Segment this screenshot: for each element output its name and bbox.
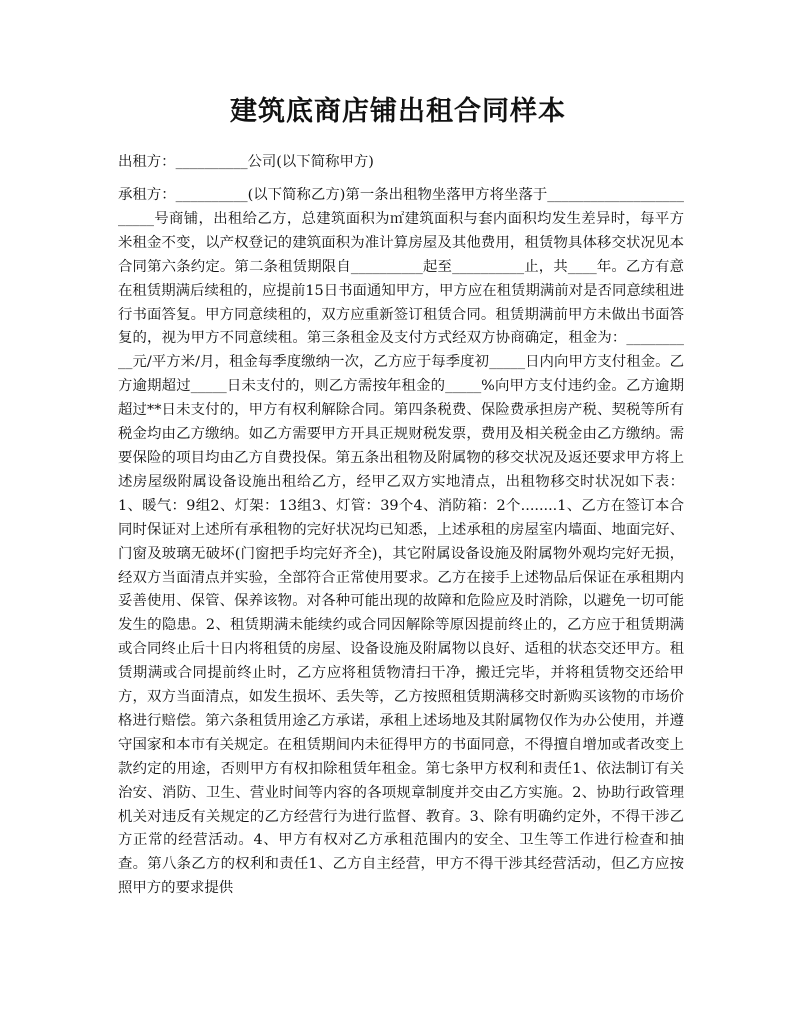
document-title: 建筑底商店铺出租合同样本 [230, 96, 566, 127]
contract-body-text: 承租方：__________(以下简称乙方)第一条出租物坐落甲方将坐落于________________________号商铺，出租给乙方，总建筑面积为㎡建筑面积与套内面积均发生差异时，每平方米租金不变，以产权登记的建筑面积为准计算房屋及其他费用，租赁物具体移交状况见本合同第六条约定。第二条租赁期限自__________起至__________止，共____年。乙方有意在租赁期满后续租的，应提前15日书面通知甲方，甲方应在租赁期满前对是否同意续租进行书面答复。甲方同意续租的，双方应重新签订租赁合同。租赁期满前甲方未做出书面答复的，视为甲方不同意续租。第三条租金及支付方式经双方协商确定，租金为：__________元/平方米/月，租金每季度缴纳一次，乙方应于每季度初_____日内向甲方支付租金。乙方逾期超过_____日未支付的，则乙方需按年租金的_____%向甲方支付违约金。乙方逾期超过**日未支付的，甲方有权利解除合同。第四条税费、保险费承担房产税、契税等所有税金均由乙方缴纳。如乙方需要甲方开具正规财税发票，费用及相关税金由乙方缴纳。需要保险的项目均由乙方自费投保。第五条出租物及附属物的移交状况及返还要求甲方将上述房屋级附属设备设施出租给乙方，经甲乙双方实地清点，出租物移交时状况如下表：1、暖气：9组2、灯架：13组3、灯管：39个4、消防箱：2个........1、乙方在签订本合同时保证对上述所有承租物的完好状况均已知悉，上述承租的房屋室内墙面、地面完好、门窗及玻璃无破坏(门窗把手均完好齐全)，其它附属设备设施及附属物外观均完好无损，经双方当面清点并实验，全部符合正常使用要求。乙方在接手上述物品后保证在承租期内妥善使用、保管、保养该物。对各种可能出现的故障和危险应及时消除，以避免一切可能发生的隐患。2、租赁期满未能续约或合同因解除等原因提前终止的，乙方应于租赁期满或合同终止后十日内将租赁的房屋、设备设施及附属物以良好、适租的状态交还甲方。租赁期满或合同提前终止时，乙方应将租赁物清扫干净，搬迁完毕，并将租赁物交还给甲方，双方当面清点，如发生损坏、丢失等，乙方按照租赁期满移交时新购买该物的市场价格进行赔偿。第六条租赁用途乙方承诺，承租上述场地及其附属物仅作为办公使用，并遵守国家和本市有关规定。在租赁期间内未征得甲方的书面同意，不得擅自增加或者改变上款约定的用途，否则甲方有权扣除租赁年租金。第七条甲方权利和责任1、依法制订有关治安、消防、卫生、营业时间等内容的各项规章制度并交由乙方实施。2、协助行政管理机关对违反有关规定的乙方经营行为进行监督、教育。3、除有明确约定外，不得干涉乙方正常的经营活动。4、甲方有权对乙方承租范围内的安全、卫生等工作进行检查和抽查。第八条乙方的权利和责任1、乙方自主经营，甲方不得干涉其经营活动，但乙方应按照甲方的要求提供 [118, 187, 684, 897]
lessor-line: 出租方：__________公司(以下简称甲方) [118, 154, 374, 170]
